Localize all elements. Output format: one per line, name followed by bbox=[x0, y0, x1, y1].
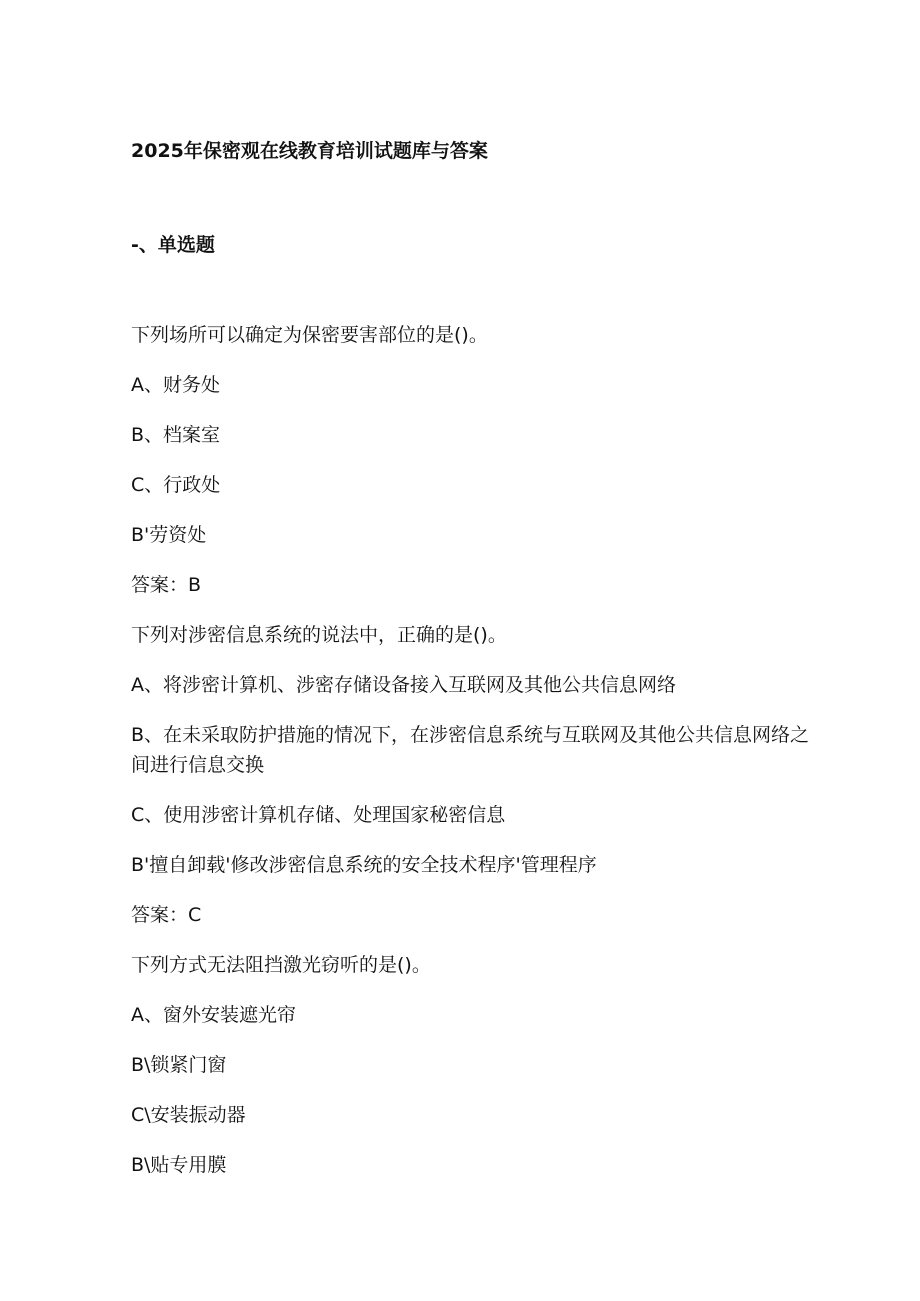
question-option: A、财务处 bbox=[131, 374, 220, 396]
section-heading: -、单选题 bbox=[131, 234, 215, 256]
question-option: A、将涉密计算机、涉密存储设备接入互联网及其他公共信息网络 bbox=[131, 674, 676, 696]
question-option: B、在未采取防护措施的情况下，在涉密信息系统与互联网及其他公共信息网络之间进行信息交换 bbox=[131, 724, 810, 776]
question-option: B'擅自卸载'修改涉密信息系统的安全技术程序'管理程序 bbox=[131, 854, 597, 876]
question-stem: 下列场所可以确定为保密要害部位的是()。 bbox=[131, 324, 488, 346]
question-option: B'劳资处 bbox=[131, 524, 207, 546]
question-answer: 答案：B bbox=[131, 574, 202, 596]
question-option: A、窗外安装遮光帘 bbox=[131, 1004, 296, 1026]
question-option: C、行政处 bbox=[131, 474, 221, 496]
document-title: 2025年保密观在线教育培训试题库与答案 bbox=[131, 140, 488, 162]
document-content bbox=[131, 136, 811, 1200]
question-stem: 下列对涉密信息系统的说法中，正确的是()。 bbox=[131, 624, 507, 646]
question-option: B、档案室 bbox=[131, 424, 221, 446]
question-answer: 答案：C bbox=[131, 904, 202, 926]
question-option: B\贴专用膜 bbox=[131, 1154, 227, 1176]
question-option: C\安装振动器 bbox=[131, 1104, 246, 1126]
question-list bbox=[131, 320, 811, 1180]
question-stem: 下列方式无法阻挡激光窃听的是()。 bbox=[131, 954, 431, 976]
question-option: B\锁紧门窗 bbox=[131, 1054, 227, 1076]
question-option: C、使用涉密计算机存储、处理国家秘密信息 bbox=[131, 804, 506, 826]
